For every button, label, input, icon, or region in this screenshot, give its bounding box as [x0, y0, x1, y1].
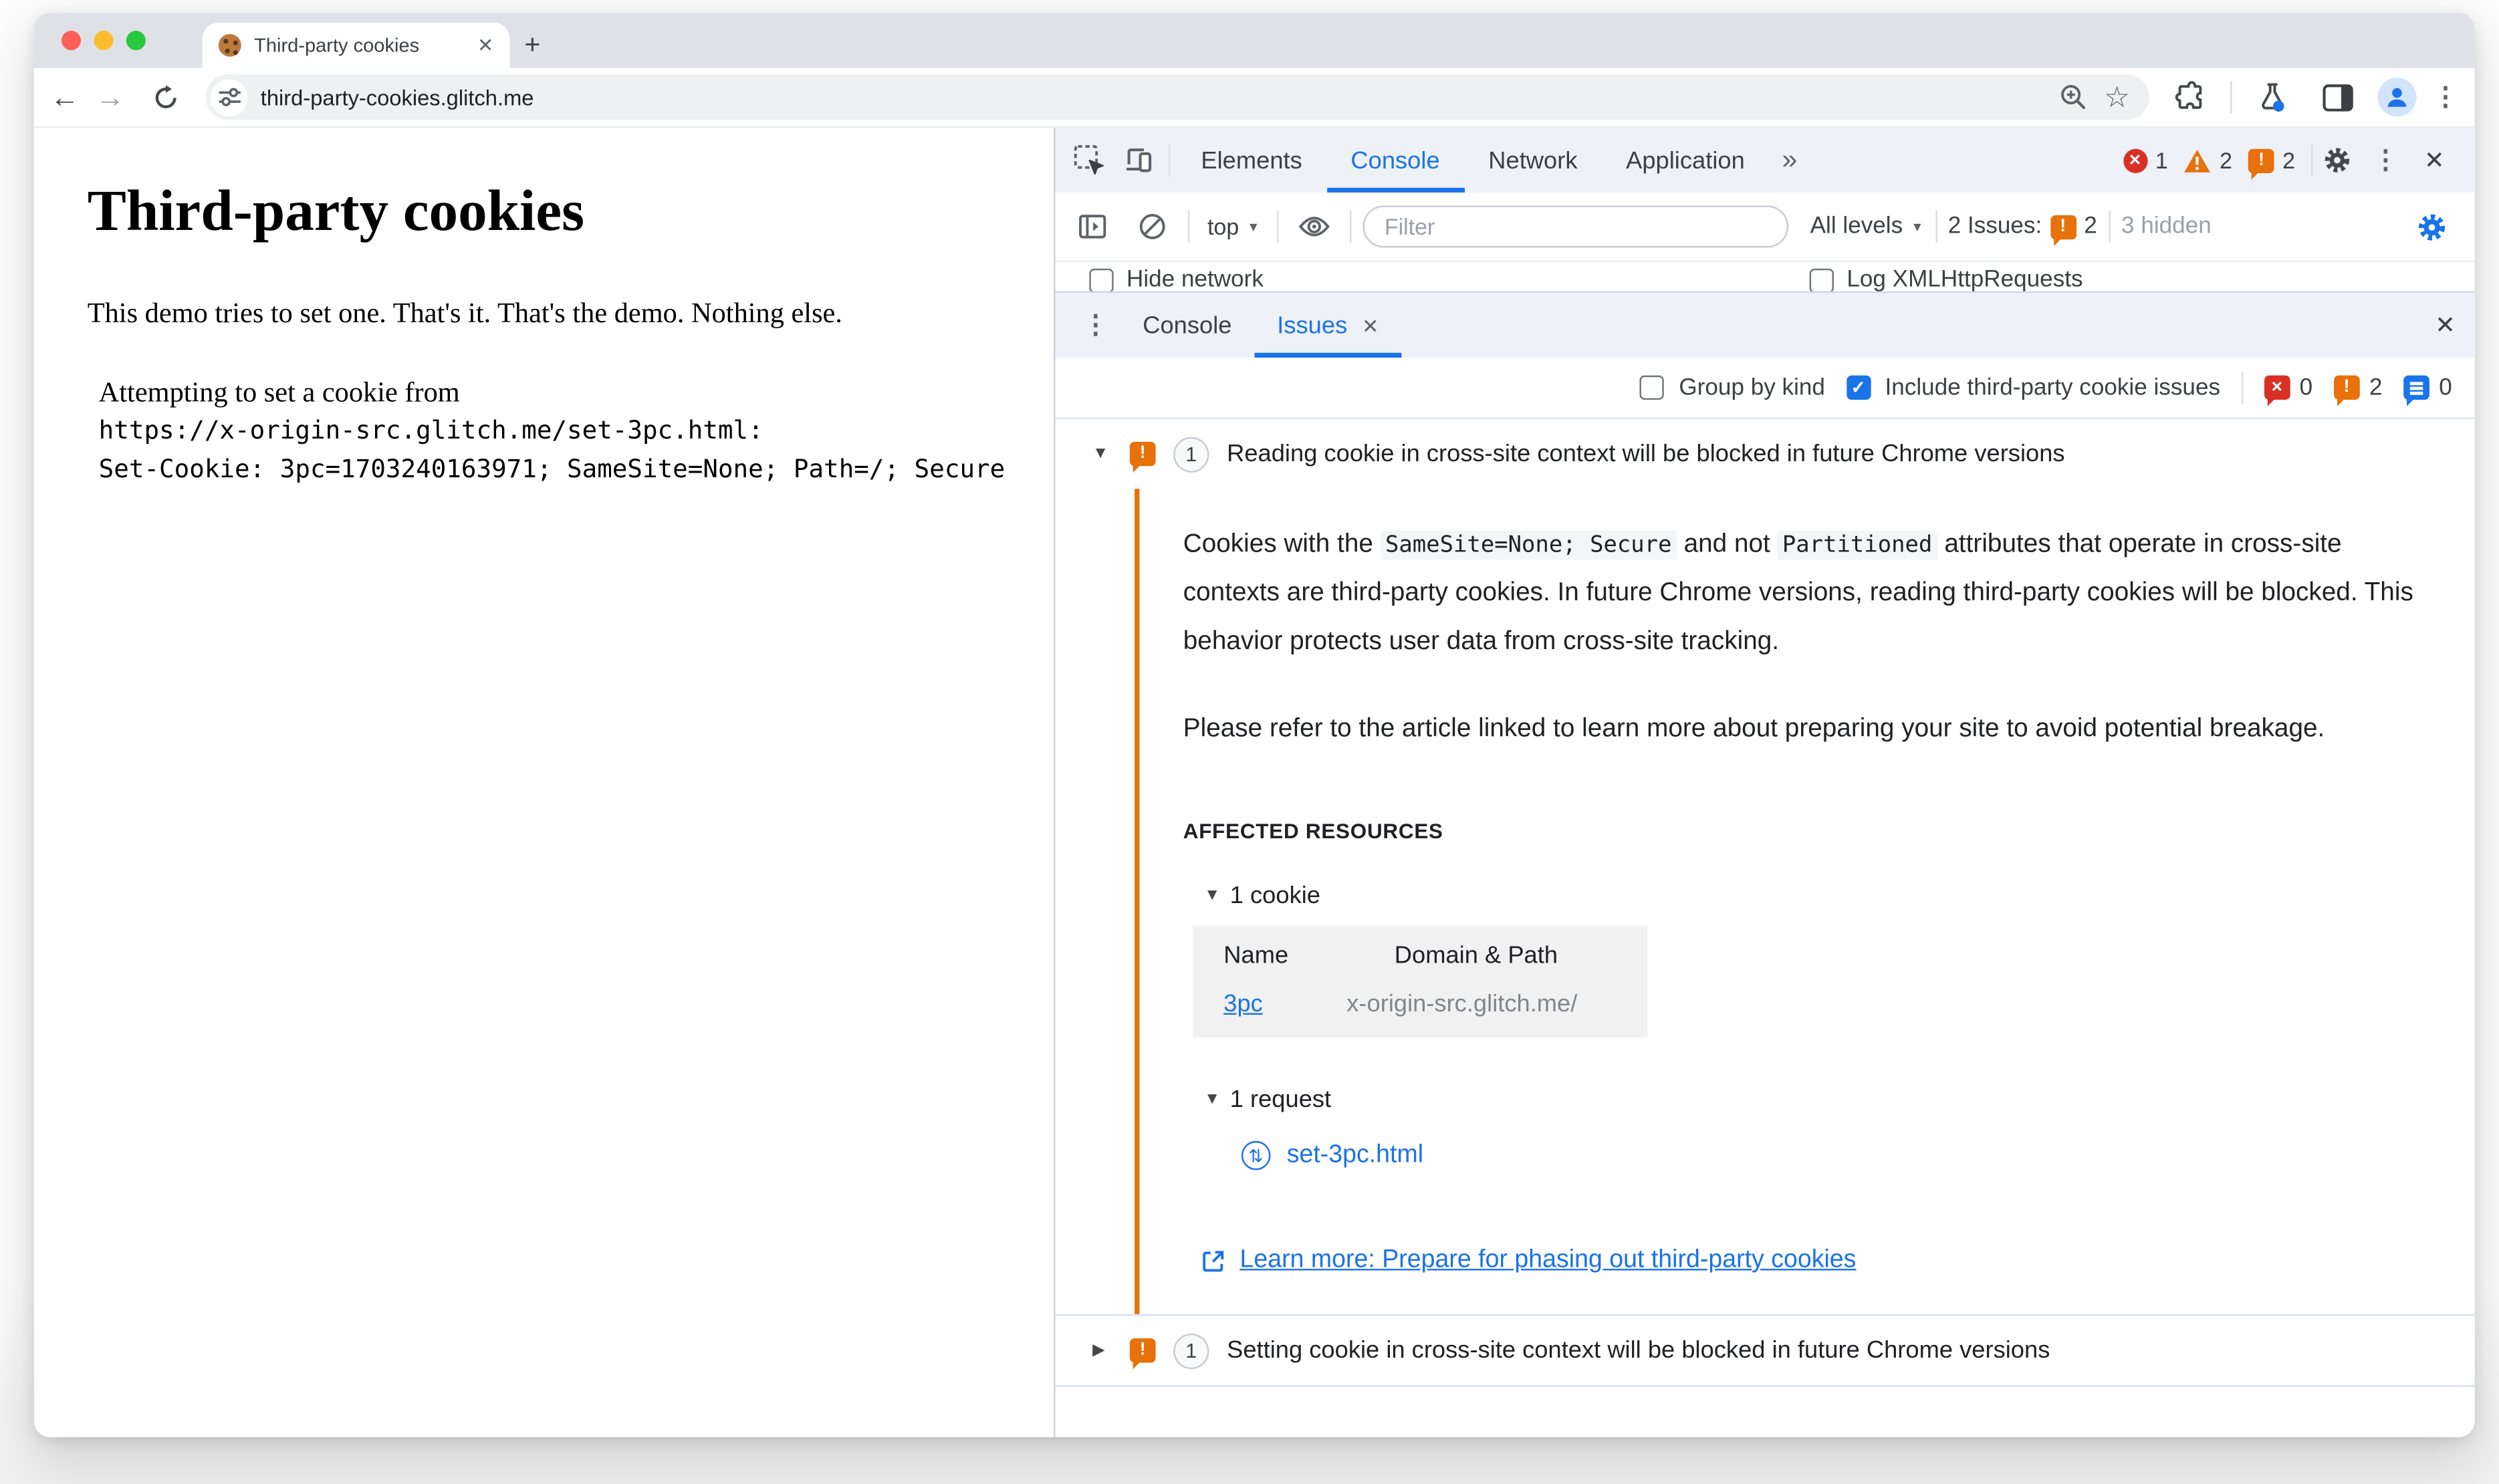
cookie-group-toggle[interactable] — [1204, 882, 2442, 909]
column-header-name: Name — [1223, 942, 1289, 970]
tabbar-divider — [1169, 144, 1170, 176]
issue-count-badge: 1 — [1173, 436, 1209, 471]
chevron-down-icon — [1247, 219, 1260, 234]
cookie-group-label: 1 cookie — [1229, 882, 1321, 910]
log-levels-dropdown[interactable] — [1810, 214, 1924, 240]
devtools-close-icon[interactable] — [2410, 136, 2459, 184]
affected-resources-header: AFFECTED RESOURCES — [1183, 819, 1443, 844]
issues-toolbar-divider — [2242, 372, 2243, 404]
issue-separator — [1055, 1385, 2474, 1386]
breaking-changes-counter — [2334, 374, 2383, 400]
breaking-change-badge-icon — [2334, 376, 2360, 400]
hide-network-setting[interactable] — [1089, 267, 1264, 291]
minimize-window-button[interactable] — [94, 31, 113, 50]
tab-elements[interactable]: Elements — [1201, 146, 1302, 174]
improvement-count: 0 — [2439, 374, 2452, 401]
console-settings-row — [1055, 262, 2474, 291]
warning-count[interactable]: 2 — [2220, 147, 2233, 174]
devtools-menu-icon[interactable] — [2361, 136, 2410, 184]
issue-kind-icon — [1130, 1338, 1156, 1362]
drawer-close-icon[interactable] — [2435, 311, 2455, 340]
extensions-puzzle-icon[interactable] — [2165, 73, 2214, 122]
page-intro: This demo tries to set one. That's it. That's the demo. Nothing else. — [87, 296, 842, 329]
log-levels-label: All levels — [1810, 213, 1903, 240]
log-xhr-label: Log XMLHttpRequests — [1847, 267, 2083, 291]
browser-toolbar — [34, 68, 2475, 128]
chevron-down-icon — [1911, 219, 1923, 234]
collapse-triangle-icon[interactable] — [1204, 1091, 1220, 1109]
clear-console-icon[interactable] — [1128, 203, 1177, 251]
browser-menu-icon[interactable] — [2433, 81, 2459, 113]
context-selector[interactable] — [1201, 214, 1266, 240]
issues-count[interactable]: 2 — [2282, 147, 2295, 174]
toolbar-divider — [2230, 81, 2232, 113]
tab-network[interactable]: Network — [1488, 146, 1578, 174]
network-request-icon — [1241, 1141, 1271, 1170]
forward-button[interactable] — [96, 82, 125, 112]
learn-more-row[interactable] — [1201, 1246, 2442, 1275]
request-group-toggle[interactable] — [1204, 1086, 2442, 1113]
tab-application[interactable]: Application — [1626, 146, 1745, 174]
checkbox-checked-icon[interactable] — [1846, 376, 1870, 400]
devtools-drawer — [1055, 291, 2474, 1437]
issues-badge-icon[interactable] — [2248, 148, 2274, 172]
page-error-count: 0 — [2299, 374, 2313, 401]
devtools-panel — [1054, 128, 2475, 1437]
checkbox-unchecked-icon[interactable] — [1089, 268, 1113, 291]
code-partitioned: Partitioned — [1778, 531, 1937, 560]
device-toolbar-icon[interactable] — [1114, 136, 1163, 184]
drawer-tab-issues[interactable] — [1254, 293, 1401, 358]
issue-title[interactable]: Reading cookie in cross-site context will be blocked in future Chrome versions — [1227, 440, 2065, 468]
error-badge-icon[interactable] — [2123, 148, 2147, 172]
issues-list — [1055, 419, 2474, 1437]
console-toolbar-divider — [1188, 211, 1189, 243]
set-cookie-line: Set-Cookie: 3pc=1703240163971; SameSite=None; Path=/; Secure — [98, 455, 1005, 484]
hidden-messages-label[interactable]: 3 hidden — [2121, 213, 2212, 240]
hide-network-label: Hide network — [1126, 267, 1264, 291]
checkbox-unchecked-icon[interactable] — [1810, 268, 1834, 291]
page-title: Third-party cookies — [87, 178, 585, 243]
side-panel-icon[interactable] — [2313, 73, 2362, 122]
expand-triangle-icon[interactable] — [1092, 1342, 1112, 1360]
issues-badge-icon — [2050, 215, 2076, 239]
column-header-domain: Domain & Path — [1394, 942, 1558, 970]
console-toolbar-divider-4 — [1935, 211, 1936, 243]
warning-triangle-icon[interactable] — [2184, 148, 2212, 172]
issues-toolbar — [1055, 358, 2474, 419]
browser-window — [34, 13, 2475, 1437]
learn-more-link[interactable]: Learn more: Prepare for phasing out third-party cookies — [1239, 1246, 1857, 1274]
checkbox-unchecked-icon[interactable] — [1640, 376, 1664, 400]
issue-kind-icon — [1130, 442, 1156, 466]
error-count[interactable]: 1 — [2155, 147, 2168, 174]
group-by-kind-setting[interactable] — [1640, 374, 1825, 400]
window-controls — [62, 31, 146, 50]
fullscreen-window-button[interactable] — [126, 31, 146, 50]
collapse-triangle-icon[interactable] — [1204, 887, 1220, 905]
affected-request[interactable] — [1241, 1141, 2442, 1170]
page-content — [34, 128, 1054, 1437]
page-errors-counter — [2264, 374, 2312, 400]
tab-close-icon[interactable] — [477, 34, 493, 57]
issue-description-2: Please refer to the article linked to learn more about preparing your site to avoid potential breakage. — [1183, 715, 2325, 743]
settings-gear-icon[interactable] — [2313, 136, 2362, 184]
site-settings-tune-icon[interactable] — [211, 78, 248, 116]
console-sidebar-toggle-icon[interactable] — [1068, 203, 1117, 251]
cookie-domain-path: x-origin-src.glitch.me/ — [1346, 990, 1578, 1018]
tab-favicon-cookie-icon — [219, 34, 241, 57]
breaking-change-count: 2 — [2369, 374, 2383, 401]
console-toolbar-divider-3 — [1350, 211, 1352, 243]
collapse-triangle-icon[interactable] — [1092, 445, 1112, 463]
include-third-party-label: Include third-party cookie issues — [1885, 374, 2221, 401]
bookmark-star-icon[interactable] — [2104, 80, 2130, 114]
issues-summary-label: 2 Issues: — [1947, 213, 2042, 240]
reload-button[interactable] — [141, 73, 190, 122]
attempt-label: Attempting to set a cookie from — [98, 375, 460, 408]
inspect-element-icon[interactable] — [1065, 136, 1114, 184]
filter-input[interactable] — [1363, 205, 1789, 247]
affected-cookies-table — [1193, 926, 1647, 1037]
more-tabs-icon[interactable] — [1769, 144, 1810, 176]
cookie-attempt-block — [88, 372, 1054, 489]
context-label: top — [1207, 213, 1239, 240]
request-file-link[interactable]: set-3pc.html — [1286, 1140, 1424, 1168]
issue-details — [1135, 489, 2475, 1314]
tab-strip — [34, 13, 2475, 68]
improvements-counter — [2403, 374, 2452, 400]
console-toolbar — [1055, 193, 2474, 262]
external-link-icon — [1201, 1249, 1225, 1273]
experiments-flask-icon[interactable] — [2248, 73, 2297, 122]
request-url-line: https://x-origin-src.glitch.me/set-3pc.html: — [98, 416, 763, 445]
console-settings-gear-icon[interactable] — [2407, 203, 2456, 251]
browser-tab[interactable] — [203, 23, 510, 68]
drawer-menu-icon[interactable] — [1072, 301, 1120, 350]
drawer-tab-close-icon[interactable] — [1362, 313, 1379, 337]
console-toolbar-divider-2 — [1278, 211, 1279, 243]
cookie-name-link[interactable]: 3pc — [1223, 990, 1263, 1018]
issue-title[interactable]: Setting cookie in cross-site context will be blocked in future Chrome versions — [1227, 1336, 2050, 1364]
back-button[interactable] — [50, 82, 80, 112]
close-window-button[interactable] — [62, 31, 81, 50]
log-xhr-setting[interactable] — [1810, 267, 2083, 291]
issue-count-badge: 1 — [1173, 1333, 1209, 1368]
drawer-tab-console[interactable]: Console — [1143, 312, 1232, 340]
url-text[interactable]: third-party-cookies.glitch.me — [260, 85, 534, 110]
drawer-tab-issues-label: Issues — [1277, 312, 1348, 340]
tab-console[interactable]: Console — [1326, 128, 1464, 193]
page-error-badge-icon — [2264, 376, 2290, 400]
new-tab-button[interactable] — [524, 26, 540, 65]
window-content — [34, 128, 2475, 1437]
console-toolbar-divider-5 — [2109, 211, 2110, 243]
issues-summary[interactable] — [1948, 214, 2097, 240]
tab-title: Third-party cookies — [254, 33, 420, 57]
issues-summary-count: 2 — [2084, 213, 2097, 240]
zoom-icon[interactable] — [2055, 73, 2091, 122]
issue-description-1: Cookies with the SameSite=None; Secure and not Partitioned attributes that operate in cross-site contexts are third-party cookies. In future Chrome versions, reading third-party cookies will be blocked. This behavior protects user data from cross-site tracking. — [1183, 531, 2413, 656]
issue-row-reading-cookie[interactable] — [1055, 419, 2474, 489]
code-samesite: SameSite=None; Secure — [1381, 531, 1677, 560]
drawer-tabbar — [1055, 293, 2474, 358]
live-expression-eye-icon[interactable] — [1290, 203, 1339, 251]
include-third-party-setting[interactable] — [1846, 374, 2220, 400]
address-bar[interactable] — [205, 74, 2149, 120]
profile-avatar[interactable] — [2377, 78, 2416, 116]
request-group-label: 1 request — [1229, 1086, 1332, 1114]
improvement-badge-icon — [2403, 376, 2429, 400]
issue-row-setting-cookie[interactable] — [1055, 1316, 2474, 1385]
devtools-tabbar — [1055, 128, 2474, 193]
group-by-kind-label: Group by kind — [1679, 374, 1825, 401]
